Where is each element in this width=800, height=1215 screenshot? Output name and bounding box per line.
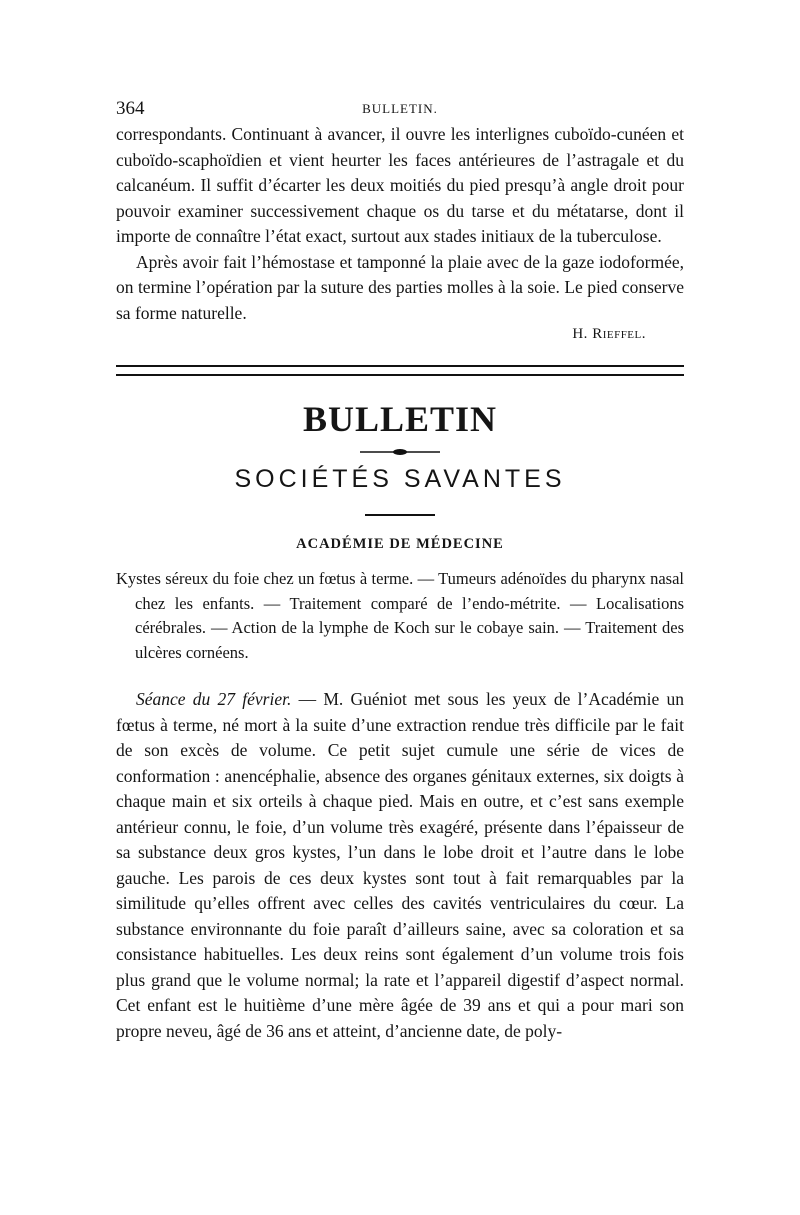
document-page — [116, 98, 684, 1044]
page-number: 364 — [116, 98, 145, 119]
running-title: BULLETIN. — [362, 101, 438, 116]
article-paragraph: correspondants. Continuant à avancer, il ouvre les interlignes cuboïdo-cunéen et cuboïdo-scaphoïdien et vient heurter les faces antérieures de l’astragale et du calcanéum. Il suffit d’écarter les deux moitiés du pied presqu’à angle droit pour pouvoir examiner successivement chaque os du tarse et du métatarse, dont il importe de connaître l’état exact, surtout aux stades initiaux de la tuberculose. — [116, 124, 684, 246]
bulletin-title: BULLETIN — [302, 399, 498, 439]
running-header — [116, 98, 684, 122]
short-divider — [365, 514, 435, 516]
signature-name: Rieffel. — [592, 326, 646, 342]
session-text: — M. Guéniot met sous les yeux de l’Académie un fœtus à terme, né mort à la suite d’une extraction rendue très difficile par le fait de son excès de volume. Ce petit sujet cumule une série de vices de conformation : anencéphalie, absence des organes génitaux externes, six doigts à chaque main et six orteils à chaque pied. Mais en outre, et c’est sans exemple antérieur connu, le foie, d’un volume très exagéré, présente dans l’épaisseur de sa substance deux gros kystes, l’un dans le lobe droit et l’autre dans le lobe gauche. Les parois de ces deux kystes sont tout à fait remarquables par la similitude qu’elles offrent avec celles des cavités ventriculaires du cœur. La substance environnante du foie paraît d’ailleurs saine, avec sa coloration et sa consistance habituelles. Les deux reins sont également d’un volume trois fois plus grand que le volume normal; la rate et l’appareil digestif d’aspect normal. Cet enfant est le huitième d’une mère âgée de 39 ans et qui a pour mari son propre neveu, âgé de 36 ans et atteint, d’ancienne date, de poly- — [116, 689, 684, 1041]
author-signature — [116, 326, 646, 343]
session-summary: Kystes séreux du foie chez un fœtus à terme. — Tumeurs adénoïdes du pharynx nasal chez les enfants. — Traitement comparé de l’endo-métrite. — Localisations cérébrales. — Action de la lymphe de Koch sur le cobaye sain. — Traitement des ulcères cornéens. — [116, 569, 684, 662]
section-divider — [116, 365, 684, 376]
section-subtitle: SOCIÉTÉS SAVANTES — [234, 465, 566, 493]
session-paragraph — [116, 687, 684, 1044]
session-date: Séance du 27 février. — [136, 689, 292, 709]
signature-initial: H. — [572, 326, 593, 342]
academy-heading: ACADÉMIE DE MÉDECINE — [296, 536, 504, 552]
ornament-divider-icon — [360, 448, 440, 456]
article-paragraph: Après avoir fait l’hémostase et tamponné la plaie avec de la gaze iodoformée, on termine l’opération par la suture des parties molles à la soie. Le pied conserve sa forme naturelle. — [116, 251, 684, 323]
